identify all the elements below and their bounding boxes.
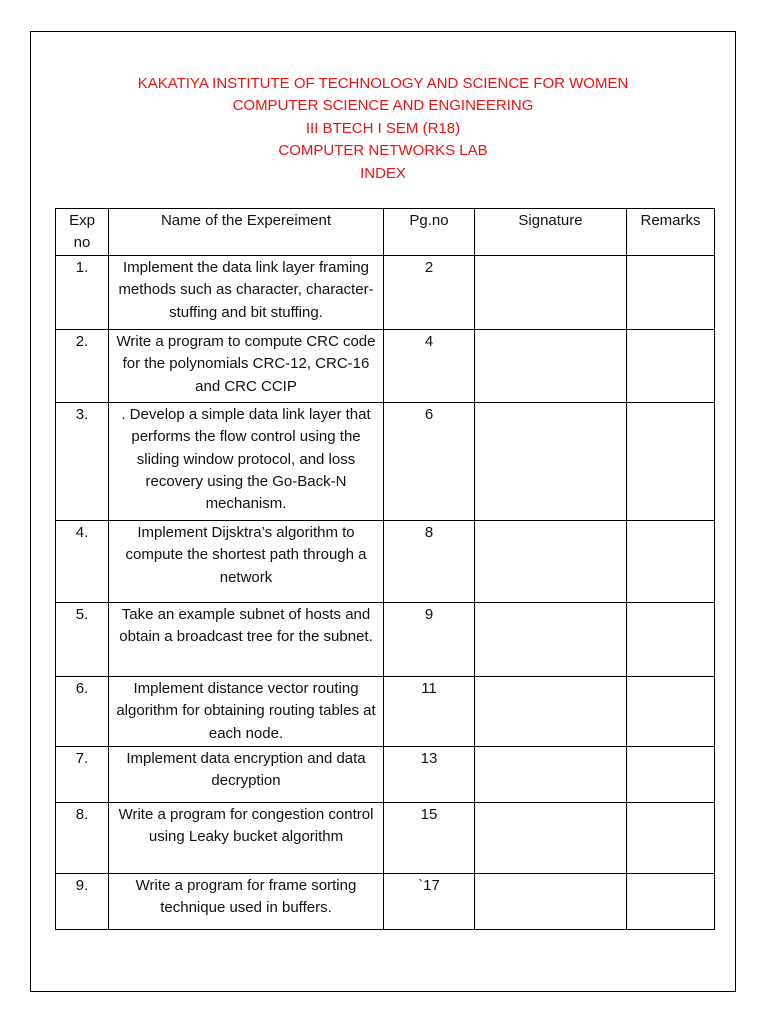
experiment-index-table xyxy=(55,208,715,930)
table-row xyxy=(56,873,715,929)
experiment-name-cell: Implement Dijsktra’s algorithm to compute the shortest path through a network xyxy=(109,520,384,602)
exp-no-cell: 8. xyxy=(56,802,109,873)
page-number-cell: 11 xyxy=(384,676,475,746)
signature-cell xyxy=(475,746,627,802)
remarks-cell xyxy=(627,602,715,676)
remarks-cell xyxy=(627,802,715,873)
table-row xyxy=(56,602,715,676)
signature-cell xyxy=(475,520,627,602)
exp-no-cell: 3. xyxy=(56,402,109,520)
exp-no-cell: 2. xyxy=(56,329,109,402)
remarks-cell xyxy=(627,746,715,802)
exp-no-cell: 1. xyxy=(56,255,109,329)
page-number-cell: 2 xyxy=(384,255,475,329)
experiment-name-cell: Write a program for frame sorting technique used in buffers. xyxy=(109,873,384,929)
page-number-cell: 15 xyxy=(384,802,475,873)
table-row xyxy=(56,802,715,873)
page-number-cell: 9 xyxy=(384,602,475,676)
page-number-cell: 13 xyxy=(384,746,475,802)
table-row xyxy=(56,520,715,602)
signature-cell xyxy=(475,602,627,676)
experiment-name-cell: Implement the data link layer framing methods such as character, character-stuffing and bit stuffing. xyxy=(109,255,384,329)
remarks-cell xyxy=(627,676,715,746)
column-header-exp-no: Exp no xyxy=(56,209,109,256)
signature-cell xyxy=(475,802,627,873)
table-row xyxy=(56,329,715,402)
table-row xyxy=(56,402,715,520)
signature-cell xyxy=(475,676,627,746)
remarks-cell xyxy=(627,255,715,329)
experiment-name-cell: Write a program to compute CRC code for the polynomials CRC-12, CRC-16 and CRC CCIP xyxy=(109,329,384,402)
experiment-name-cell: . Develop a simple data link layer that performs the flow control using the sliding window protocol, and loss recovery using the Go-Back-N mechanism. xyxy=(109,402,384,520)
remarks-cell xyxy=(627,520,715,602)
table-row xyxy=(56,746,715,802)
page-number-cell: `17 xyxy=(384,873,475,929)
column-header-signature: Signature xyxy=(475,209,627,256)
page-title: INDEX xyxy=(360,164,406,182)
table-row xyxy=(56,676,715,746)
page-number-cell: 4 xyxy=(384,329,475,402)
institute-name: KAKATIYA INSTITUTE OF TECHNOLOGY AND SCIENCE FOR WOMEN xyxy=(137,75,629,92)
remarks-cell xyxy=(627,402,715,520)
exp-no-cell: 7. xyxy=(56,746,109,802)
table-header-row xyxy=(56,209,715,256)
column-header-remarks: Remarks xyxy=(627,209,715,256)
signature-cell xyxy=(475,402,627,520)
signature-cell xyxy=(475,255,627,329)
page-number-cell: 6 xyxy=(384,402,475,520)
exp-no-cell: 6. xyxy=(56,676,109,746)
lab-name: COMPUTER NETWORKS LAB xyxy=(278,142,488,160)
column-header-pg-no: Pg.no xyxy=(384,209,475,256)
signature-cell xyxy=(475,329,627,402)
remarks-cell xyxy=(627,873,715,929)
exp-no-cell: 5. xyxy=(56,602,109,676)
page-number-cell: 8 xyxy=(384,520,475,602)
experiment-name-cell: Implement data encryption and data decryption xyxy=(109,746,384,802)
experiment-name-cell: Write a program for congestion control using Leaky bucket algorithm xyxy=(109,802,384,873)
signature-cell xyxy=(475,873,627,929)
semester-line: III BTECH I SEM (R18) xyxy=(305,119,461,137)
department-name: COMPUTER SCIENCE AND ENGINEERING xyxy=(232,97,534,115)
remarks-cell xyxy=(627,329,715,402)
exp-no-cell: 4. xyxy=(56,520,109,602)
column-header-name: Name of the Expereiment xyxy=(109,209,384,256)
table-row xyxy=(56,255,715,329)
experiment-name-cell: Take an example subnet of hosts and obtain a broadcast tree for the subnet. xyxy=(109,602,384,676)
document-header xyxy=(30,73,736,185)
exp-no-cell: 9. xyxy=(56,873,109,929)
experiment-name-cell: Implement distance vector routing algorithm for obtaining routing tables at each node. xyxy=(109,676,384,746)
